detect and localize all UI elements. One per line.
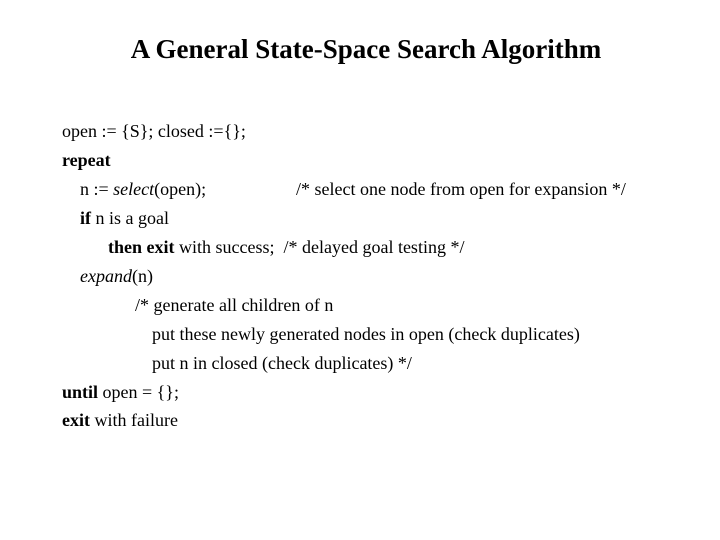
code-line-init	[62, 121, 246, 141]
code-comment-put-open: put these newly generated nodes in open (check duplicates)	[152, 324, 580, 344]
then-exit-text: with success; /* delayed goal testing */	[174, 237, 465, 257]
exit-keyword: exit	[62, 410, 90, 430]
expand-function: expand	[80, 266, 132, 286]
code-line-if	[80, 208, 169, 228]
init-statement: open := {S}; closed :={};	[62, 121, 246, 141]
until-keyword: until	[62, 382, 99, 402]
code-line-select	[80, 179, 206, 199]
if-condition: n is a goal	[91, 208, 169, 228]
if-keyword: if	[80, 208, 91, 228]
select-function: select	[113, 179, 155, 199]
code-line-until	[62, 382, 179, 402]
code-line-exit-failure	[62, 410, 178, 430]
code-line-expand	[80, 266, 153, 286]
repeat-keyword: repeat	[62, 150, 111, 170]
code-line-repeat	[62, 150, 111, 170]
expand-args: (n)	[131, 266, 153, 286]
code-comment-select: /* select one node from open for expansion */	[296, 179, 626, 199]
select-prefix: n :=	[80, 179, 114, 199]
select-args: (open);	[154, 179, 207, 199]
then-exit-keyword: then exit	[108, 237, 175, 257]
slide-title: A General State-Space Search Algorithm	[130, 34, 602, 64]
code-comment-generate: /* generate all children of n	[135, 295, 334, 315]
until-condition: open = {};	[98, 382, 179, 402]
code-line-then-exit	[108, 237, 464, 257]
code-comment-put-closed: put n in closed (check duplicates) */	[152, 353, 412, 373]
exit-failure-text: with failure	[89, 410, 178, 430]
